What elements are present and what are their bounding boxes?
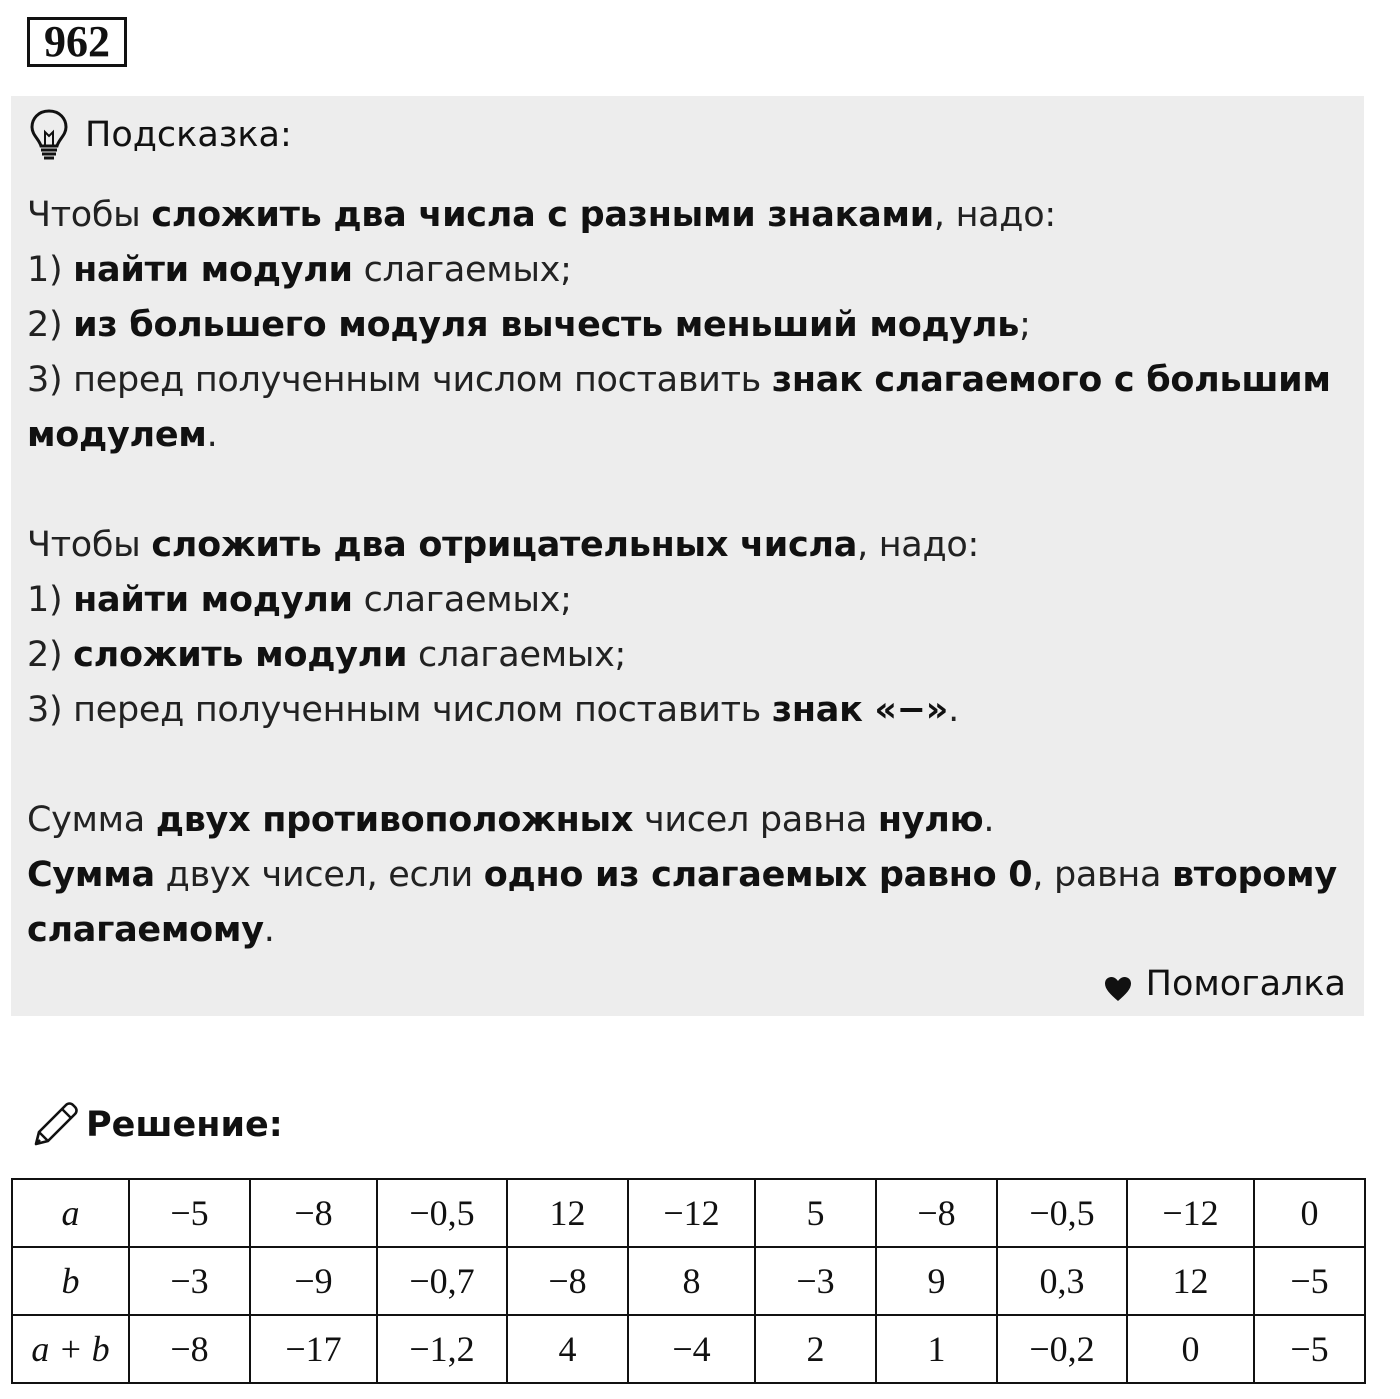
table-cell: −17 (250, 1315, 377, 1383)
signature-label: Помогалка (1145, 964, 1346, 1004)
table-cell: −1,2 (377, 1315, 507, 1383)
answer-table (11, 1178, 1366, 1384)
hint-text (27, 188, 1347, 958)
rule2-step1: 1) найти модули слагаемых; (27, 580, 572, 620)
rule2-intro: Чтобы сложить два отрицательных числа, надо: (27, 525, 979, 565)
solution-title: Решение: (86, 1105, 283, 1145)
row-label: a (12, 1179, 129, 1247)
rule3-line2: Сумма двух чисел, если одно из слагаемых равно 0, равна второму слагаемому. (27, 855, 1337, 950)
rule3-line1: Сумма двух противоположных чисел равна нулю. (27, 800, 995, 840)
table-cell: 8 (628, 1247, 755, 1315)
table-cell: 2 (755, 1315, 876, 1383)
table-row-a (12, 1179, 1365, 1247)
rule2-step2: 2) сложить модули слагаемых; (27, 635, 627, 675)
table-cell: −8 (876, 1179, 997, 1247)
table-cell: −8 (250, 1179, 377, 1247)
table-cell: 0,3 (997, 1247, 1127, 1315)
solution-header (30, 1098, 283, 1152)
table-cell: −9 (250, 1247, 377, 1315)
table-cell: −12 (628, 1179, 755, 1247)
row-label: b (12, 1247, 129, 1315)
task-number: 962 (27, 17, 127, 67)
table-cell: 0 (1127, 1315, 1254, 1383)
table-cell: −3 (129, 1247, 250, 1315)
table-cell: −5 (129, 1179, 250, 1247)
table-cell: 9 (876, 1247, 997, 1315)
table-cell: 12 (1127, 1247, 1254, 1315)
hint-title: Подсказка: (85, 115, 292, 155)
table-cell: −4 (628, 1315, 755, 1383)
lightbulb-icon (29, 108, 69, 162)
rule1-step2: 2) из большего модуля вычесть меньший модуль; (27, 305, 1031, 345)
table-cell: 12 (507, 1179, 628, 1247)
rule1-step3: 3) перед полученным числом поставить знак слагаемого с большим модулем. (27, 360, 1331, 455)
table-cell: 0 (1254, 1179, 1365, 1247)
table-cell: 1 (876, 1315, 997, 1383)
signature (1104, 964, 1346, 1004)
table-cell: −0,7 (377, 1247, 507, 1315)
rule1-intro: Чтобы сложить два числа с разными знаками, надо: (27, 195, 1056, 235)
table-cell: 4 (507, 1315, 628, 1383)
table-row-sum (12, 1315, 1365, 1383)
table-cell: −12 (1127, 1179, 1254, 1247)
table-cell: −8 (129, 1315, 250, 1383)
row-label: a + b (12, 1315, 129, 1383)
heart-icon (1104, 971, 1132, 997)
table-cell: −0,2 (997, 1315, 1127, 1383)
pencil-icon (30, 1100, 80, 1150)
table-cell: −3 (755, 1247, 876, 1315)
table-cell: −0,5 (377, 1179, 507, 1247)
hint-header (29, 108, 292, 162)
table-cell: 5 (755, 1179, 876, 1247)
table-cell: −8 (507, 1247, 628, 1315)
table-cell: −0,5 (997, 1179, 1127, 1247)
table-cell: −5 (1254, 1247, 1365, 1315)
hint-box (11, 96, 1364, 1016)
rule2-step3: 3) перед полученным числом поставить знак «−». (27, 690, 959, 730)
table-row-b (12, 1247, 1365, 1315)
table-cell: −5 (1254, 1315, 1365, 1383)
rule1-step1: 1) найти модули слагаемых; (27, 250, 572, 290)
